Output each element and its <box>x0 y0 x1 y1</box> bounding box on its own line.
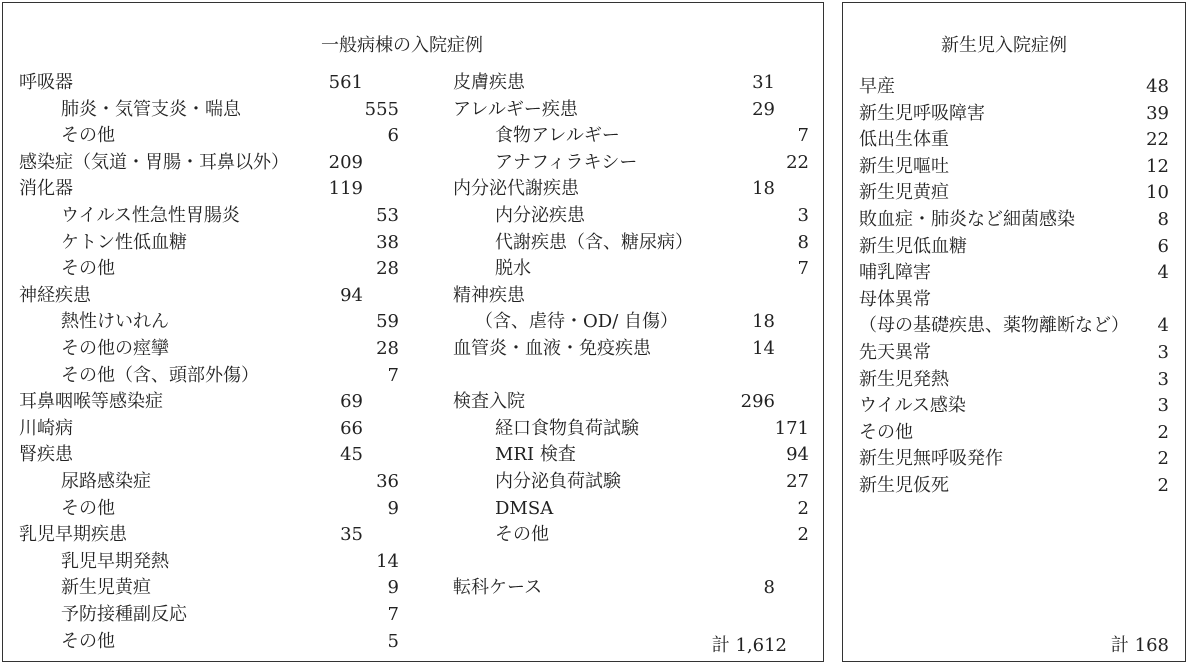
newborn-row-label: 新生児発熱 <box>859 368 949 390</box>
newborn-row-label: 新生児仮死 <box>859 475 949 496</box>
general-ward-total: 計 1,612 <box>711 635 787 656</box>
case-row-label: その他 <box>61 125 115 147</box>
newborn-row-label: 先天異常 <box>859 342 931 363</box>
newborn-row-value: 12 <box>1146 155 1169 177</box>
case-row-value: 5 <box>387 630 399 652</box>
case-row-label: 神経疾患 <box>19 284 91 306</box>
case-row <box>453 149 813 176</box>
newborn-row <box>859 392 1169 419</box>
newborn-row-value: 48 <box>1146 76 1169 97</box>
case-row-label: 内分泌疾患 <box>495 205 585 226</box>
case-row-value: 7 <box>387 604 399 625</box>
case-row <box>19 149 419 176</box>
case-row <box>453 441 813 468</box>
case-row-label: 呼吸器 <box>19 72 73 93</box>
case-row-label: 乳児早期発熱 <box>61 550 169 572</box>
case-row <box>19 574 419 601</box>
case-row-label: 川崎病 <box>19 417 73 439</box>
case-row <box>19 335 419 362</box>
case-row <box>453 415 813 442</box>
case-row-value: 9 <box>387 497 399 519</box>
case-row-value: 2 <box>797 524 809 546</box>
newborn-row-label: 新生児嘔吐 <box>859 155 949 177</box>
case-row-value: 35 <box>340 524 363 546</box>
newborn-row <box>859 286 1169 313</box>
case-row <box>19 96 419 123</box>
case-row <box>453 388 813 415</box>
case-row-label: 内分泌負荷試験 <box>495 471 621 492</box>
newborn-row <box>859 472 1169 499</box>
case-row-label: 腎疾患 <box>19 444 73 466</box>
case-row-label: その他 <box>61 630 115 652</box>
case-row-value: 171 <box>774 417 809 439</box>
case-row-value: 2 <box>797 497 809 519</box>
newborn-row-value: 2 <box>1157 421 1169 443</box>
case-row <box>453 335 813 362</box>
case-row-label: その他（含、頭部外傷） <box>61 364 259 386</box>
newborn-row-value: 4 <box>1157 315 1169 337</box>
case-row <box>19 495 419 522</box>
case-row-value: 53 <box>376 205 399 226</box>
case-row-label: 皮膚疾患 <box>453 72 525 93</box>
newborn-row-label: 哺乳障害 <box>859 262 931 284</box>
case-row-label: その他 <box>61 497 115 519</box>
newborn-row-label: 母体異常 <box>859 288 931 310</box>
newborn-row <box>859 366 1169 393</box>
newborn-row <box>859 206 1169 233</box>
newborn-row-label: 新生児低血糖 <box>859 235 967 257</box>
newborn-row-label: （母の基礎疾患、薬物離断など） <box>859 315 1129 337</box>
case-row-label: 肺炎・気管支炎・喘息 <box>61 98 241 120</box>
case-row-value: 561 <box>328 72 363 93</box>
newborn-row <box>859 419 1169 446</box>
newborn-row-value: 8 <box>1157 209 1169 230</box>
case-row <box>453 574 813 601</box>
newborn-row <box>859 73 1169 100</box>
case-row <box>19 521 419 548</box>
case-row-value: 18 <box>752 311 775 333</box>
newborn-row-label: 新生児無呼吸発作 <box>859 448 1003 470</box>
newborn-row-label: ウイルス感染 <box>859 395 966 417</box>
case-row <box>453 282 813 309</box>
newborn-row-value: 3 <box>1157 368 1169 390</box>
case-row <box>453 521 813 548</box>
case-row <box>19 308 419 335</box>
newborn-row <box>859 233 1169 260</box>
newborn-row-label: その他 <box>859 421 913 443</box>
case-row-value: 14 <box>376 550 399 572</box>
newborn-row-value: 2 <box>1157 448 1169 470</box>
case-row <box>453 202 813 229</box>
case-row-label: アレルギー疾患 <box>453 98 578 120</box>
case-row-value: 28 <box>376 258 399 280</box>
case-row-label: 食物アレルギー <box>495 125 620 147</box>
case-row-value: 296 <box>740 391 775 413</box>
case-row <box>19 282 419 309</box>
case-row-value: 119 <box>328 178 363 200</box>
case-row-label: 精神疾患 <box>453 284 525 306</box>
case-row-label: 脱水 <box>495 258 531 280</box>
newborn-row <box>859 259 1169 286</box>
case-row <box>453 122 813 149</box>
case-row <box>19 362 419 389</box>
case-row-value: 7 <box>797 125 809 147</box>
case-row-value: 555 <box>364 98 399 120</box>
newborn-row <box>859 153 1169 180</box>
newborn-row-value: 3 <box>1157 395 1169 417</box>
case-row-value: 28 <box>376 338 399 359</box>
newborn-row-value: 10 <box>1146 182 1169 204</box>
case-row-label: 転科ケース <box>453 577 543 599</box>
case-row-value: 38 <box>376 231 399 253</box>
case-row-label: その他 <box>495 524 549 546</box>
newborn-row <box>859 339 1169 366</box>
case-row-value: 7 <box>797 258 809 280</box>
case-row-label: （含、虐待・OD/ 自傷） <box>475 311 678 333</box>
case-row-value: 27 <box>786 471 809 492</box>
case-row <box>19 441 419 468</box>
case-row-value: 66 <box>340 417 363 439</box>
case-row-value: 45 <box>340 444 363 466</box>
case-row <box>453 229 813 256</box>
case-row <box>19 388 419 415</box>
case-row-value: 69 <box>340 391 363 413</box>
newborn-row-label: 早産 <box>859 76 895 97</box>
case-row <box>453 96 813 123</box>
case-row-label: 予防接種副反応 <box>61 604 187 625</box>
case-row-label: ウイルス性急性胃腸炎 <box>61 205 240 226</box>
case-row <box>19 415 419 442</box>
case-row <box>19 628 419 655</box>
case-row-value: 3 <box>797 205 809 226</box>
case-row-label: アナフィラキシー <box>495 151 638 173</box>
case-row-value: 9 <box>387 577 399 599</box>
case-row-label: 乳児早期疾患 <box>19 524 127 546</box>
case-row <box>19 175 419 202</box>
case-row-value: 7 <box>387 364 399 386</box>
case-row-value: 18 <box>752 178 775 200</box>
case-row <box>453 495 813 522</box>
case-row <box>19 255 419 282</box>
case-row <box>453 69 813 96</box>
case-row <box>453 362 813 389</box>
case-row-label: 耳鼻咽喉等感染症 <box>19 391 163 413</box>
newborn-row <box>859 126 1169 153</box>
case-row <box>19 548 419 575</box>
case-row-label: 検査入院 <box>453 391 525 413</box>
newborn-row-value: 4 <box>1157 262 1169 284</box>
case-row-label: 感染症（気道・胃腸・耳鼻以外） <box>19 151 289 173</box>
case-row-label: その他の痙攣 <box>61 338 169 359</box>
case-row-label: DMSA <box>495 497 554 519</box>
case-row <box>19 229 419 256</box>
case-row-value: 8 <box>797 231 809 253</box>
newborn-row-value: 6 <box>1157 235 1169 257</box>
case-row-value: 14 <box>752 338 775 359</box>
case-row <box>453 308 813 335</box>
newborn-row <box>859 312 1169 339</box>
case-row-label: その他 <box>61 258 115 280</box>
newborn-total: 計 168 <box>1110 635 1169 656</box>
case-row-value: 94 <box>786 444 809 466</box>
case-row-value: 209 <box>328 151 363 173</box>
case-row-label: ケトン性低血糖 <box>61 231 187 253</box>
case-row <box>19 468 419 495</box>
case-row <box>19 69 419 96</box>
newborn-row-value: 3 <box>1157 342 1169 363</box>
newborn-row-value: 39 <box>1146 102 1169 124</box>
case-row-value: 22 <box>786 151 809 173</box>
general-ward-panel <box>2 2 824 662</box>
general-ward-title: 一般病棟の入院症例 <box>321 35 483 56</box>
newborn-row-label: 新生児黄疸 <box>859 182 949 204</box>
case-row-label: 内分泌代謝疾患 <box>453 178 579 200</box>
newborn-row <box>859 100 1169 127</box>
case-row-value: 36 <box>376 471 399 492</box>
newborn-row <box>859 179 1169 206</box>
newborn-row-label: 敗血症・肺炎など細菌感染 <box>859 209 1075 230</box>
newborn-row-label: 低出生体重 <box>859 129 949 151</box>
case-row-value: 29 <box>752 98 775 120</box>
case-row-label: 経口食物負荷試験 <box>495 417 639 439</box>
case-row <box>19 202 419 229</box>
case-row-value: 8 <box>763 577 775 599</box>
newborn-panel <box>842 2 1186 662</box>
case-row-value: 94 <box>340 284 363 306</box>
case-row-label: 血管炎・血液・免疫疾患 <box>453 338 651 359</box>
case-row-label: 代謝疾患（含、糖尿病） <box>495 231 693 253</box>
case-row-label: 新生児黄疸 <box>61 577 151 599</box>
case-row-value: 31 <box>752 72 775 93</box>
case-row <box>19 122 419 149</box>
case-row-label: MRI 検査 <box>495 444 576 466</box>
case-row-label: 熱性けいれん <box>61 311 169 333</box>
case-row-value: 59 <box>376 311 399 333</box>
case-row <box>453 255 813 282</box>
case-row <box>453 175 813 202</box>
newborn-row-value: 2 <box>1157 475 1169 496</box>
newborn-row-label: 新生児呼吸障害 <box>859 102 985 124</box>
newborn-title: 新生児入院症例 <box>941 35 1067 56</box>
newborn-row-value: 22 <box>1146 129 1169 151</box>
case-row <box>19 601 419 628</box>
case-row-label: 尿路感染症 <box>61 471 151 492</box>
newborn-row <box>859 445 1169 472</box>
case-row <box>453 468 813 495</box>
case-row <box>453 548 813 575</box>
case-row-value: 6 <box>387 125 399 147</box>
case-row-label: 消化器 <box>19 178 73 200</box>
